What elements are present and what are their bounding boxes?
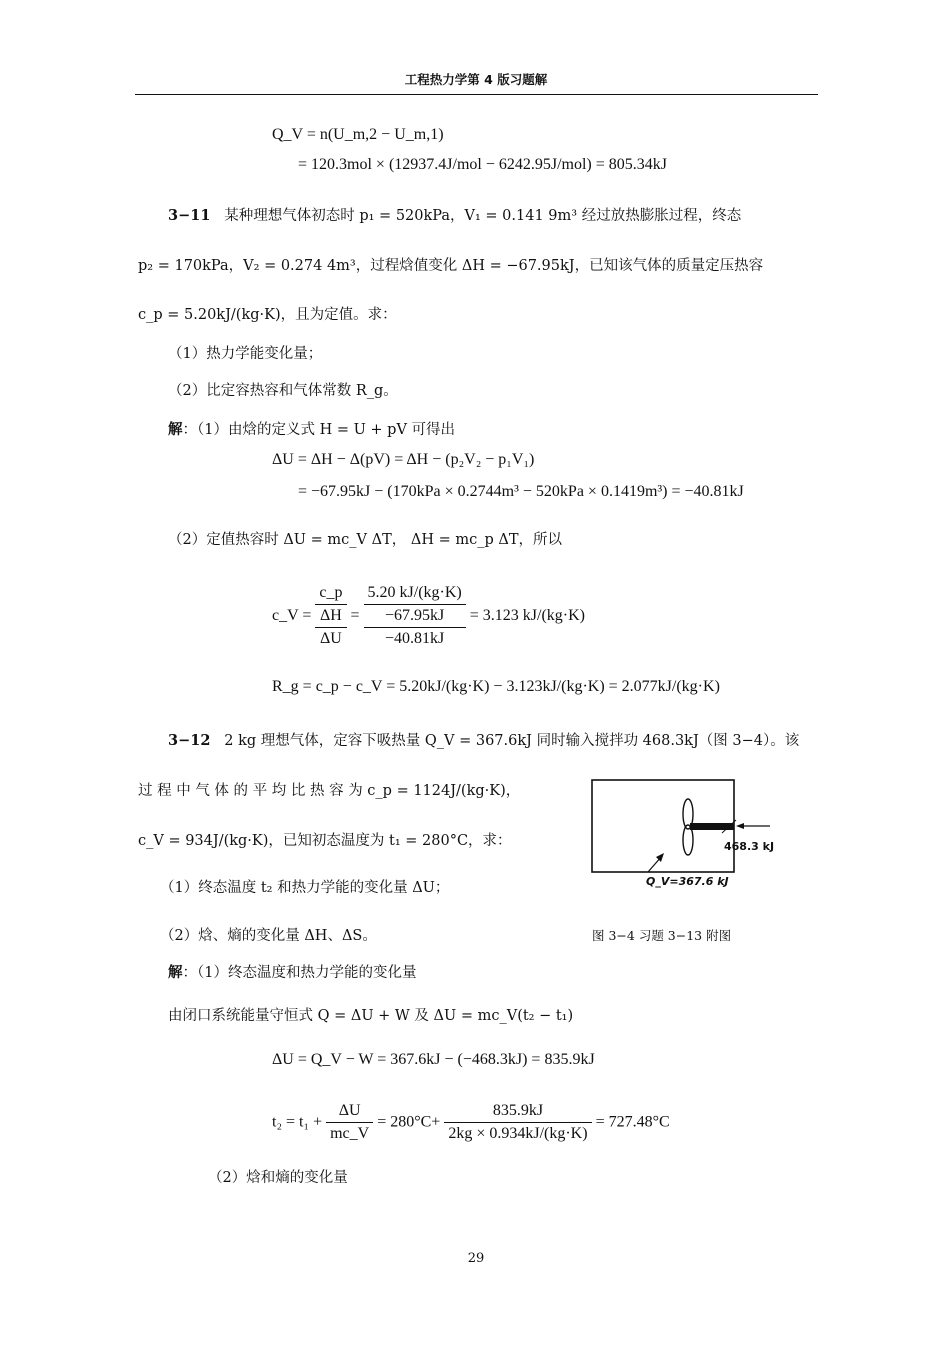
- eq-du-line1: ΔU = ΔH − Δ(pV) = ΔH − (p₂V₂ − p₁V₁): [272, 451, 535, 468]
- work-label: 468.3 kJ: [724, 840, 775, 853]
- problem-number: 3−12: [168, 732, 211, 749]
- t2-num-numeric: 835.9kJ: [444, 1100, 591, 1123]
- problem-3-11-q1: （1）热力学能变化量；: [168, 346, 323, 362]
- cv-num-numeric: 5.20 kJ/(kg·K): [364, 582, 466, 605]
- problem-3-11-line1: [168, 204, 741, 225]
- header-rule: [135, 94, 818, 95]
- solution-3-11-intro: [168, 418, 455, 439]
- cv-result: = 3.123 kJ/(kg·K): [469, 607, 585, 624]
- t2-num-symbolic: ΔU: [326, 1100, 373, 1123]
- eq-qv-line2: = 120.3mol × (12937.4J/mol − 6242.95J/mol) = 805.34kJ: [298, 156, 667, 173]
- eq-t2: [272, 1100, 670, 1145]
- solution-text: ：（1）由焓的定义式 H = U + pV 可得出: [182, 422, 456, 438]
- heat-label: Q_V=367.6 kJ: [646, 875, 729, 888]
- problem-3-11-line3: c_p = 5.20kJ/(kg·K)，且为定值。求：: [138, 307, 397, 323]
- t2-result: = 727.48°C: [595, 1113, 670, 1131]
- cv-fraction-numeric: [364, 582, 466, 650]
- problem-3-11-line2: p₂ = 170kPa，V₂ = 0.274 4m³，过程焓值变化 ΔH = −67.95kJ，已知该气体的质量定压热容: [138, 258, 764, 274]
- t2-den-symbolic: mc_V: [330, 1125, 370, 1142]
- problem-3-11-q2: （2）比定容热容和气体常数 R_g。: [168, 383, 398, 399]
- cv-num-symbolic: c_p: [315, 582, 346, 605]
- eq-du-line2: = −67.95kJ − (170kPa × 0.2744m³ − 520kPa × 0.1419m³) = −40.81kJ: [298, 483, 744, 500]
- solution-3-11-part2: （2）定值热容时 ΔU = mc_V ΔT， ΔH = mc_p ΔT，所以: [168, 532, 562, 548]
- solution-text: ：（1）终态温度和热力学能的变化量: [182, 965, 417, 981]
- solution-3-12-part2: （2）焓和熵的变化量: [208, 1170, 348, 1186]
- problem-number: 3−11: [168, 207, 211, 224]
- t2-mid: = 280°C+: [377, 1113, 441, 1131]
- page-header: 工程热力学第 4 版习题解: [404, 72, 548, 87]
- t2-fraction-numeric: [444, 1100, 591, 1145]
- page-number: 29: [467, 1251, 485, 1266]
- eq-qv-line1: Q_V = n(U_m,2 − U_m,1): [272, 126, 444, 143]
- solution-label: 解: [168, 421, 183, 438]
- problem-3-12-line2: 过 程 中 气 体 的 平 均 比 热 容 为 c_p = 1124J/(kg·K)，: [138, 783, 521, 799]
- cv-fraction-symbolic: [315, 582, 346, 650]
- problem-3-12-q1: （1）终态温度 t₂ 和热力学能的变化量 ΔU；: [160, 880, 450, 896]
- cv-lhs: c_V =: [272, 607, 312, 624]
- eq-du-3-12: ΔU = Q_V − W = 367.6kJ − (−468.3kJ) = 835.9kJ: [272, 1051, 595, 1068]
- cv-den-den-numeric: −40.81kJ: [385, 630, 445, 647]
- solution-label: 解: [168, 964, 183, 981]
- figure-caption: 图 3−4 习题 3−13 附图: [592, 928, 732, 943]
- cv-den-den-symbolic: ΔU: [320, 630, 342, 647]
- eq-rg: R_g = c_p − c_V = 5.20kJ/(kg·K) − 3.123kJ/(kg·K) = 2.077kJ/(kg·K): [272, 678, 720, 695]
- problem-3-12-q2: （2）焓、熵的变化量 ΔH、ΔS。: [160, 928, 377, 944]
- arrow-left-icon: [736, 823, 744, 829]
- solution-3-12-intro: [168, 961, 416, 982]
- t2-fraction-symbolic: [326, 1100, 373, 1145]
- problem-text: 某种理想气体初态时 p₁ = 520kPa，V₁ = 0.141 9m³ 经过放热膨胀过程，终态: [224, 208, 742, 224]
- figure-3-4: [588, 778, 788, 896]
- t2-den-numeric: 2kg × 0.934kJ/(kg·K): [448, 1125, 588, 1142]
- problem-3-12-line1: [168, 729, 799, 750]
- cv-den-num-numeric: −67.95kJ: [364, 605, 466, 628]
- eq-cv: c_V = c_p ΔH ΔU = 5.20 kJ/(kg·K) −67.95kJ −40.81kJ = 3.123 kJ/(kg·K): [272, 582, 585, 650]
- cv-den-num-symbolic: ΔH: [315, 605, 346, 628]
- solution-3-12-energy: 由闭口系统能量守恒式 Q = ΔU + W 及 ΔU = mc_V(t₂ − t₁): [168, 1008, 574, 1024]
- problem-3-12-line3: c_V = 934J/(kg·K)，已知初态温度为 t₁ = 280°C，求：: [138, 833, 512, 849]
- problem-text: 2 kg 理想气体，定容下吸热量 Q_V = 367.6kJ 同时输入搅拌功 468.3kJ（图 3−4）。该: [224, 733, 800, 749]
- t2-lhs: t₂ = t₁ +: [272, 1113, 323, 1131]
